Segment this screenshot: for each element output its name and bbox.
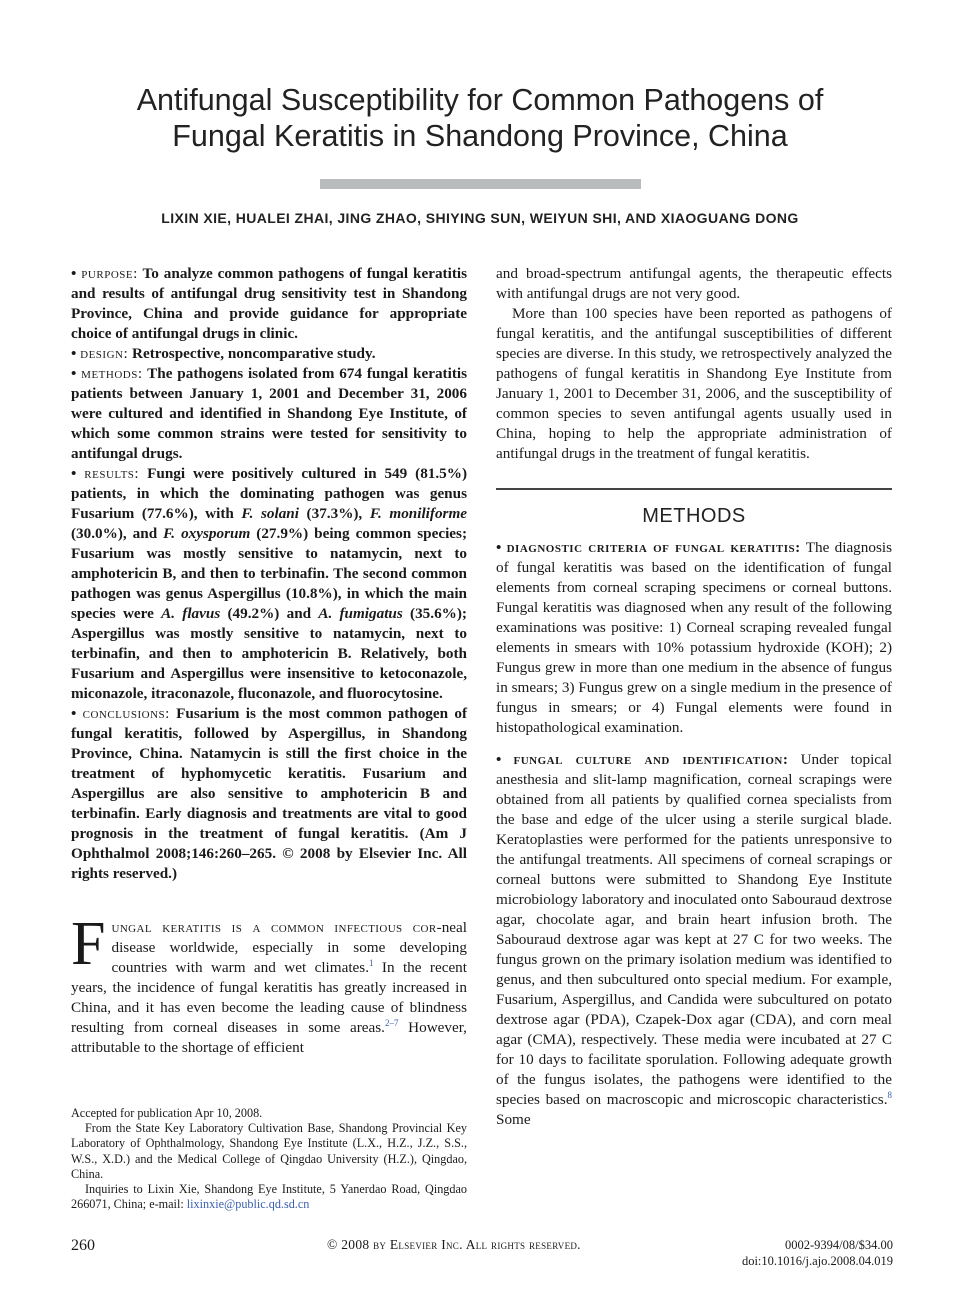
design-label: design: xyxy=(80,345,129,362)
bullet-icon: • xyxy=(496,750,502,768)
bullet-icon: • xyxy=(71,465,77,482)
species-f-moniliforme: F. moniliforme xyxy=(369,505,468,522)
intro-lead-smallcaps: ungal keratitis is a common infectious cor xyxy=(111,919,437,936)
conclusions-label: conclusions: xyxy=(82,705,170,722)
intro-text-a: -neal disease worldwide, especially in some developing countries with warm and wet climates. xyxy=(111,919,467,976)
bullet-icon: • xyxy=(71,705,77,722)
fungal-culture-tail: Some xyxy=(496,1110,531,1128)
affiliation-note: From the State Key Laboratory Cultivation Base, Shandong Provincial Key Laboratory of Ophthalmology, Shandong Eye Institute (L.X., H.Z., J.Z., S.S., W.S., X.D.) and the Medical College of Qingdao University (H.Z.), Qingdao, China. xyxy=(71,1121,467,1181)
page-footer xyxy=(71,1237,893,1273)
citation-link[interactable]: 1 xyxy=(369,957,374,968)
species-a-fumigatus: A. fumigatus xyxy=(318,605,403,622)
intro-text-c: However, attributable to the shortage of efficient xyxy=(71,1019,467,1056)
bullet-icon: • xyxy=(496,538,502,556)
abstract xyxy=(71,264,467,884)
conclusions-text: Fusarium is the most common pathogen of fungal keratitis, followed by Aspergillus, in Shandong Province, China. Natamycin is still the first choice in the treatment of hyphomycetic keratitis. Fusarium and Aspergillus are also sensitive to amphotericin B and terbinafin. Early diagnosis and treatments are vital to good prognosis in the treatment of fungal keratitis. (Am J Ophthalmol 2008;146:260–265. © 2008 by Elsevier Inc. All rights reserved.) xyxy=(71,705,468,882)
abstract-purpose xyxy=(71,264,467,344)
copyright-notice: © 2008 by Elsevier Inc. All rights reserved. xyxy=(327,1237,581,1252)
left-column xyxy=(71,264,467,1058)
results-text-b: (37.3%), xyxy=(298,505,370,522)
fungal-culture-para xyxy=(496,750,892,1130)
inquiries-text: Inquiries to Lixin Xie, Shandong Eye Institute, 5 Yanerdao Road, Qingdao 266071, China; e-mail: xyxy=(71,1182,467,1212)
intro-text-b: In the recent years, the incidence of fungal keratitis has greatly increased in China, and it has even become the leading cause of blindness resulting from corneal diseases in some areas. xyxy=(71,959,467,1036)
issn-price: 0002-9394/08/$34.00 xyxy=(785,1238,893,1252)
purpose-text: To analyze common pathogens of fungal keratitis and results of antifungal drug sensitivity test in Shandong Province, China and provide guidance for appropriate choice of antifungal drugs in clinic. xyxy=(71,265,468,342)
right-column xyxy=(496,264,892,1130)
page-number: 260 xyxy=(71,1237,95,1254)
results-text-e: (49.2%) and xyxy=(220,605,319,622)
species-a-flavus: A. flavus xyxy=(161,605,221,622)
abstract-conclusions xyxy=(71,704,467,884)
species-f-solani: F. solani xyxy=(241,505,299,522)
accepted-note: Accepted for publication Apr 10, 2008. xyxy=(71,1106,263,1120)
intro-para-2: More than 100 species have been reported as pathogens of fungal keratitis, and the antifungal susceptibilities of different species are diverse. In this study, we retrospectively analyzed the pathogens of fungal keratitis in Shandong Eye Institute from January 1, 2001 to December 31, 2006, and the susceptibility of common species to seven antifungal agents usually used in China, hoping to help the appropriate administration of antifungal drugs in the treatment of fungal keratitis. xyxy=(496,305,892,462)
bullet-icon: • xyxy=(71,265,77,282)
doi[interactable]: doi:10.1016/j.ajo.2008.04.019 xyxy=(741,1254,893,1268)
drop-cap: F xyxy=(71,910,106,978)
results-label: results: xyxy=(84,465,140,482)
intro-continued: and broad-spectrum antifungal agents, the therapeutic effects with antifungal drugs are not very good. xyxy=(496,265,892,302)
methods-text: The pathogens isolated from 674 fungal keratitis patients between January 1, 2001 and December 31, 2006 were cultured and identified in Shandong Eye Institute, of which some common strains were tested for sensitivity to antifungal drugs. xyxy=(71,365,468,462)
design-text: Retrospective, noncomparative study. xyxy=(131,345,376,362)
title-line-1: Antifungal Susceptibility for Common Pathogens of xyxy=(136,83,824,117)
fungal-culture-label: fungal culture and identification: xyxy=(513,750,789,768)
results-text-c: (30.0%), and xyxy=(71,525,164,542)
diagnostic-criteria-para xyxy=(496,538,892,738)
email-link[interactable]: lixinxie@public.qd.sd.cn xyxy=(186,1197,310,1212)
diagnostic-criteria-label: diagnostic criteria of fungal keratitis: xyxy=(506,538,801,556)
methods-label: methods: xyxy=(81,365,143,382)
citation-link[interactable]: 8 xyxy=(887,1089,892,1100)
purpose-label: purpose: xyxy=(81,265,138,282)
results-text-d: (27.9%) being common species; Fusarium was mostly sensitive to natamycin, next to amphotericin B, and then to terbinafin. The second common pathogen was genus Aspergillus (10.8%), in which the main species were xyxy=(71,525,467,622)
introduction xyxy=(71,910,467,1058)
results-text-a: Fungi were positively cultured in 549 (81.5%) patients, in which the dominating pathogen was genus Fusarium (77.6%), with xyxy=(71,465,468,522)
bullet-icon: • xyxy=(71,345,77,362)
bullet-icon: • xyxy=(71,365,77,382)
diagnostic-criteria-text: The diagnosis of fungal keratitis was based on the identification of fungal elements from corneal scraping specimens or corneal buttons. Fungal keratitis was diagnosed when any result of the following examinations was positive: 1) Corneal scraping revealed fungal elements in smears with 10% potassium hydroxide (KOH); 2) Fungus grew in more than one medium in the absence of fungus in smears; 3) Fungus grew on a single medium in the presence of fungus in smears; or 4) Fungal elements were found in histopathological examination. xyxy=(496,538,893,736)
section-rule xyxy=(496,488,892,490)
methods-heading: METHODS xyxy=(642,504,746,527)
results-text-f: (35.6%); Aspergillus was mostly sensitive to natamycin, next to terbinafin, and then to amphotericin B. Relatively, both Fusarium and Aspergillus were insensitive to ketoconazole, miconazole, itraconazole, fluconazole, and fluorocytosine. xyxy=(71,605,467,702)
title-line-2: Fungal Keratitis in Shandong Province, China xyxy=(172,119,788,153)
abstract-design xyxy=(71,344,467,364)
fungal-culture-text: Under topical anesthesia and slit-lamp magnification, corneal scrapings were obtained from all patients by qualified cornea specialists from the base and edge of the ulcer using a sterile surgical blade. Keratoplasties were performed for the patients unresponsive to the antifungal treatments. All specimens of corneal scrapings or corneal buttons were submitted to Shandong Eye Institute microbiology laboratory and inoculated onto Sabouraud dextrose agar, chocolate agar, and brain heart infusion broth. The Sabouraud dextrose agar was kept at 27 C for two weeks. The fungus grown on the primary isolation medium was identified to genus, and then subcultured onto special medium. For example, Fusarium, Aspergillus, and Candida were subcultured on potato dextrose agar (PDA), Czapek-Dox agar (CDA), and corn meal agar (CMA), respectively. These media were incubated at 27 C for 10 days to facilitate sporulation. Following adequate growth of the fungus isolates, the pathogens were identified to the species based on macroscopic and microscopic characteristics. xyxy=(496,750,893,1108)
title-divider-bar xyxy=(320,179,641,189)
footnotes xyxy=(71,1106,467,1212)
inquiries-note xyxy=(71,1182,467,1212)
abstract-methods xyxy=(71,364,467,464)
author-list: LIXIN XIE, HUALEI ZHAI, JING ZHAO, SHIYING SUN, WEIYUN SHI, AND XIAOGUANG DONG xyxy=(161,210,799,226)
citation-link[interactable]: 2–7 xyxy=(384,1017,399,1028)
species-f-oxysporum: F. oxysporum xyxy=(163,525,251,542)
article-title xyxy=(60,82,900,154)
abstract-results xyxy=(71,464,467,704)
article-identifiers xyxy=(742,1237,893,1269)
